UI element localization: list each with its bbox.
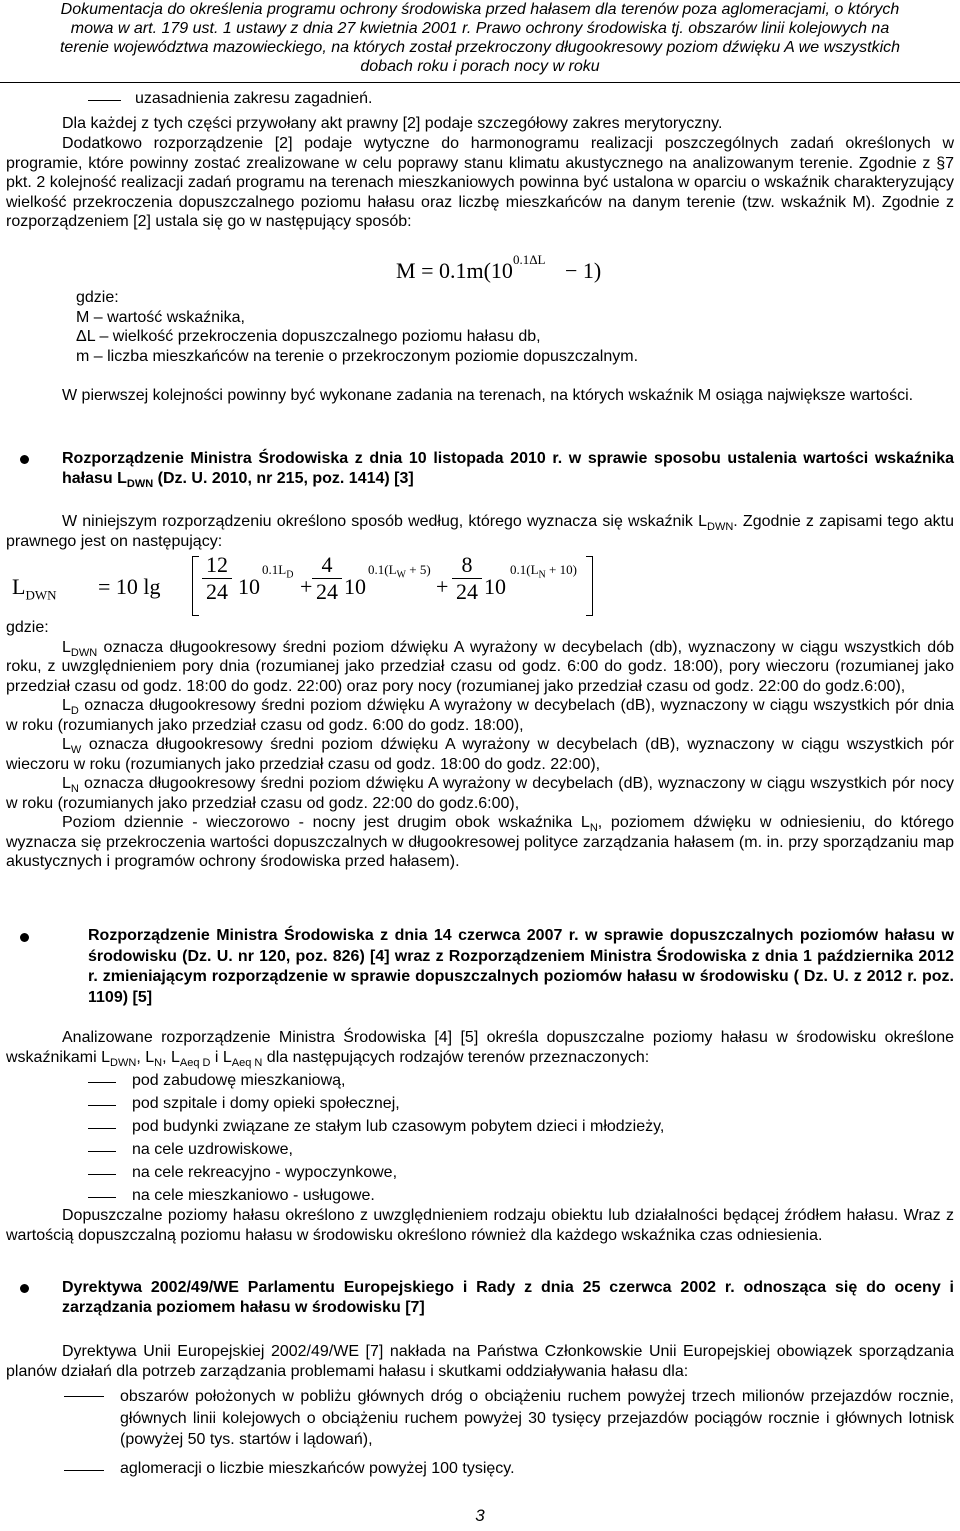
- bracket-left: [192, 556, 199, 616]
- header-line: mowa w art. 179 ust. 1 ustawy z dnia 27 kwietnia 2001 r. Prawo ochrony środowiska tj. obszarów linii kolejowych na: [70, 20, 890, 37]
- bullet-marker: [20, 933, 29, 942]
- bullet-marker: [20, 455, 29, 464]
- bullet-heading: Dyrektywa 2002/49/WE Parlamentu Europejskiego i Rady z dnia 25 czerwca 2002 r. odnosząca się do oceny i zarządzania poziomem hałasu w środowisku [7]: [62, 1279, 954, 1316]
- fraction: 12 24: [202, 552, 232, 605]
- gdzie-label: gdzie:: [6, 619, 49, 636]
- bullet-heading: Rozporządzenie Ministra Środowiska z dnia 14 czerwca 2007 r. w sprawie dopuszczalnych poziomów hałasu w środowisku (Dz. U. nr 120, poz. 826) [4] wraz z Rozporządzeniem Ministra Środowiska z dnia 1 października 2012 r. zmieniającym rozporządzenie w sprawie dopuszczalnych poziomów hałasu w środowisku ( Dz. U. z 2012 r. poz. 1109) [5]: [88, 927, 954, 1006]
- fraction: 8 24: [452, 552, 482, 605]
- definitions-ldwn: gdzie: $L_{DWN}$ oznacza długookresowy średni poziom dźwięku A wyrażony w decybelach (db), wyznaczony w ciągu wszystkich dób roku, z uwzględnieniem pory dnia (rozumianej jako przedział czasu od godz. 6:00 do godz. 18:00), pory wieczoru (rozumianej jako przedział czasu od godz. 18:00 do godz. 22:00) oraz pory nocy (rozumianej jako przedział czasu od godz. 22:00 do godz.6:00), $L_D$ oznacza długookresowy średni poziom dźwięku A wyrażony w decybelach (dB), wyznaczony w ciągu wszystkich pór dnia w roku (rozumianych jako przedział czasu od godz. 6:00 do godz. 18:00), $L_W$ oznacza długookresowy średni poziom dźwięku A wyrażony w decybelach (dB), wyznaczony w ciągu wszystkich pór wieczoru w roku (rozumianych jako przedział czasu od godz. 18:00 do godz. 22:00), $L_N$ oznacza długookresowy średni poziom dźwięku A wyrażony w decybelach (dB), wyznaczony w ciągu wszystkich pór nocy w roku (rozumianych jako przedział czasu od godz. 22:00 do godz.6:00), Poziom dziennie - wieczorowo - nocny jest drugim obok wskaźnika $L_N$, poziomem dźwięku w odniesieniu, do którego wyznacza się przekroczenia wartości dopuszczalnych w długookresowej polityce zarządzania hałasem (m. in. przy sporządzaniu map akustycznych i programów ochrony środowiska przed hałasem).: [6, 619, 955, 870]
- dash-marker: [88, 1151, 116, 1152]
- dash-marker: [88, 100, 121, 101]
- header-divider: [0, 82, 960, 83]
- bracket-right: [586, 556, 593, 616]
- dash-marker: [88, 1128, 116, 1129]
- definition: ΔL – wielkość przekroczenia dopuszczalnego poziomu hałasu db,: [76, 328, 541, 345]
- document-page: Dokumentacja do określenia programu ochrony środowiska przed hałasem dla terenów poza aglomeracjami, o których mowa w art. 179 ust. 1 ustawy z dnia 27 kwietnia 2001 r. Prawo ochrony środowiska tj. obszarów linii kolejowych na terenie województwa mazowieckiego, na których został przekroczony długookresowy poziom dźwięku A we wszystkich dobach roku i porach nocy w roku uzasadnienia zakresu zagadnień. Dla każdej z tych części przywołany akt prawny [2] podaje szczegółowy zakres merytoryczny. Dodatkowo rozporządzenie [2] podaje wytyczne do harmonogramu realizacji poszczególnych zadań określonych w programie, które powinny zostać zrealizowane w celu poprawy stanu klimatu akustycznego na analizowanym terenie. Zgodnie z §7 pkt. 2 kolejność realizacji zadań programu na terenach mieszkaniowych powinna być ustalona w oparciu o wskaźnik charakteryzujący wielkość przekroczenia dopuszczalnego poziomu hałasu oraz liczbę mieszkańców na danym terenie (tzw. wskaźnik M). Zgodnie z rozporządzeniem [2] ustala się go w następujący sposób: $M = 0.1m(10^{0.1\Delta L} - 1)$ gdzie: M – wartość wskaźnika, ΔL – wielkość przekroczenia dopuszczalnego poziomu hałasu db, m – liczba mieszkańców na terenie o przekroczonym poziomie dopuszczalnym. W pierwszej kolejności powinny być wykonane zadania na terenach, na których wskaźnik M osiąga największe wartości. Rozporządzenie Ministra Środowiska z dnia 10 listopada 2010 r. w sprawie sposobu ustalenia wartości wskaźnika hałasu $L_{DWN}$ (Dz. U. 2010, nr 215, poz. 1414) [3] W niniejszym rozporządzeniu określono sposób według, którego wyznacza się wskaźnik $L_{DWN}$. Zgodnie z zapisami tego aktu prawnego jest on następujący: $L_{DWN}$ = 10 lg 12 24 10 $0.1L_D$ + 4 24 10 $0.1(L_W + 5)$ + 8 24 10 $0.1(L_N + 10)$ gdzie: $L_{DWN}$ oznacza długookresowy średni poziom dźwięku A wyrażony w decybelach (db), wyznaczony w ciągu wszystkich dób roku, z uwzględnieniem pory dnia (rozumianej jako przedział czasu od godz. 6:00 do godz. 18:00), pory wieczoru (rozumianej jako przedział czasu od godz. 18:00 do godz. 22:00) oraz pory nocy (rozumianej jako przedział czasu od godz. 22:00 do godz.6:00), $L_D$ oznacza długookresowy średni poziom dźwięku A wyrażony w decybelach (dB), wyznaczony w ciągu wszystkich pór dnia w roku (rozumianych jako przedział czasu od godz. 6:00 do godz. 18:00), $L_W$ oznacza długookresowy średni poziom dźwięku A wyrażony w decybelach (dB), wyznaczony w ciągu wszystkich pór wieczoru w roku (rozumianych jako przedział czasu od godz. 18:00 do godz. 22:00), $L_N$ oznacza długookresowy średni poziom dźwięku A wyrażony w decybelach (dB), wyznaczony w ciągu wszystkich pór nocy w roku (rozumianych jako przedział czasu od godz. 22:00 do godz.6:00), Poziom dziennie - wieczorowo - nocny jest drugim obok wskaźnika $L_N$, poziomem dźwięku w odniesieniu, do którego wyznacza się przekroczenia wartości dopuszczalnych w długookresowej polityce zarządzania hałasem (m. in. przy sporządzaniu map akustycznych i programów ochrony środowiska przed hałasem). Rozporządzenie Ministra Środowiska z dnia 14 czerwca 2007 r. w sprawie dopuszczalnych poziomów hałasu w środowisku (Dz. U. nr 120, poz. 826) [4] wraz z Rozporządzeniem Ministra Środowiska z dnia 1 października 2012 r. zmieniającym rozporządzenie w sprawie dopuszczalnych poziomów hałasu w środowisku ( Dz. U. z 2012 r. poz. 1109) [5] Analizowane rozporządzenie Ministra Środowiska [4] [5] określa dopuszczalne poziomy hałasu w środowisku określone wskaźnikami $L_{DWN}$, $L_N$, $L_{Aeq D}$ i $L_{Aeq N}$ dla następujących rodzajów terenów przeznaczonych: pod zabudowę mieszkaniową, pod szpitale i domy opieki społecznej, pod budynki związane ze stałym lub czasowym pobytem dzieci i młodzieży, na cele uzdrowiskowe, na cele rekreacyjno - wypoczynkowe, na cele mieszkaniowo - usługowe. Dopuszczalne poziomy hałasu określono z uwzględnieniem rodzaju obiektu lub działalności będącej źródłem hałasu. Wraz z wartością dopuszczalną poziomu hałasu w środowisku określono również dla każdego wskaźnika czas odniesienia. Dyrektywa 2002/49/WE Parlamentu Europejskiego i Rady z dnia 25 czerwca 2002 r. odnosząca się do oceny i zarządzania poziomem hałasu w środowisku [7] Dyrektywa Unii Europejskiej 2002/49/WE [7] nakłada na Państwa Członkowskie Unii Europejskiej obowiązek sporządzania planów działań dla potrzeb zarządzania problemami hałasu i skutkami oddziaływania hałasu dla: obszarów położonych w pobliżu głównych dróg o obciążeniu ruchem powyżej trzech milionów przejazdów rocznie, głównych linii kolejowych o obciążeniu ruchem powyżej 30 tysięcy przejazdów pociągów rocznie i głównych lotnisk (powyżej 50 tys. startów i lądowań), aglomeracji o liczbie mieszkańców powyżej 100 tysięcy. 3: [0, 0, 960, 1531]
- formula-m: $M = 0.1m(10^{0.1\Delta L} - 1)$: [396, 251, 602, 283]
- dash-marker: [88, 1082, 116, 1083]
- bullet-marker: [20, 1284, 29, 1293]
- header-line: dobach roku i porach nocy w roku: [360, 58, 600, 75]
- dash-marker: [88, 1174, 116, 1175]
- paragraph: Analizowane rozporządzenie Ministra Środowiska [4] [5] określa dopuszczalne poziomy hałasu w środowisku określone wskaźnikami $L_{DWN}$, $L_N$, $L_{Aeq D}$ i $L_{Aeq N}$ dla następujących rodzajów terenów przeznaczonych:: [6, 1029, 954, 1069]
- gdzie-label: gdzie:: [76, 289, 119, 306]
- definitions-m: [76, 288, 946, 366]
- definition: M – wartość wskaźnika,: [76, 308, 245, 326]
- paragraph: W pierwszej kolejności powinny być wykonane zadania na terenach, na których wskaźnik M osiąga największe wartości.: [62, 387, 914, 404]
- paragraph: Dyrektywa Unii Europejskiej 2002/49/WE [7] nakłada na Państwa Członkowskie Unii Europejskiej obowiązek sporządzania planów działań dla potrzeb zarządzania problemami hałasu i skutkami oddziaływania hałasu dla:: [6, 1343, 954, 1380]
- definition: m – liczba mieszkańców na terenie o przekroczonym poziomie dopuszczalnym.: [76, 347, 639, 365]
- fraction: 4 24: [312, 552, 342, 605]
- dash-marker: [64, 1470, 104, 1471]
- page-header: [0, 0, 960, 76]
- dash-text: uzasadnienia zakresu zagadnień.: [135, 90, 373, 107]
- dash-marker: [88, 1197, 116, 1198]
- header-line: Dokumentacja do określenia programu ochrony środowiska przed hałasem dla terenów poza aglomeracjami, o których: [60, 1, 900, 18]
- header-line: terenie województwa mazowieckiego, na których został przekroczony długookresowy poziom dźwięku A we wszystkich: [59, 39, 901, 56]
- paragraph: W niniejszym rozporządzeniu określono sposób według, którego wyznacza się wskaźnik $L_{DWN}$. Zgodnie z zapisami tego aktu prawnego jest on następujący:: [6, 513, 954, 550]
- dash-marker: [88, 1105, 116, 1106]
- formula-ldwn: $L_{DWN}$ = 10 lg 12 24 10 $0.1L_D$ + 4 24 10 $0.1(L_W + 5)$ + 8 24 10 $0.1(L_N + 10)$: [6, 552, 626, 616]
- paragraph: Dodatkowo rozporządzenie [2] podaje wytyczne do harmonogramu realizacji poszczególnych zadań określonych w programie, które powinny zostać zrealizowane w celu poprawy stanu klimatu akustycznego na analizowanym terenie. Zgodnie z §7 pkt. 2 kolejność realizacji zadań programu na terenach mieszkaniowych powinna być ustalona w oparciu o wskaźnik charakteryzujący wielkość przekroczenia dopuszczalnego poziomu hałasu oraz liczbę mieszkańców na danym terenie (tzw. wskaźnik M). Zgodnie z rozporządzeniem [2] ustala się go w następujący sposób:: [6, 135, 954, 230]
- paragraph: Dopuszczalne poziomy hałasu określono z uwzględnieniem rodzaju obiektu lub działalności będącej źródłem hałasu. Wraz z wartością dopuszczalną poziomu hałasu w środowisku określono również dla każdego wskaźnika czas odniesienia.: [6, 1207, 954, 1244]
- page-number: 3: [475, 1506, 485, 1525]
- bullet-heading: Rozporządzenie Ministra Środowiska z dnia 10 listopada 2010 r. w sprawie sposobu ustalenia wartości wskaźnika hałasu $L_{DWN}$ (Dz. U. 2010, nr 215, poz. 1414) [3]: [62, 450, 954, 490]
- dash-marker: [64, 1396, 104, 1397]
- paragraph: Dla każdej z tych części przywołany akt prawny [2] podaje szczegółowy zakres merytoryczny.: [62, 115, 723, 132]
